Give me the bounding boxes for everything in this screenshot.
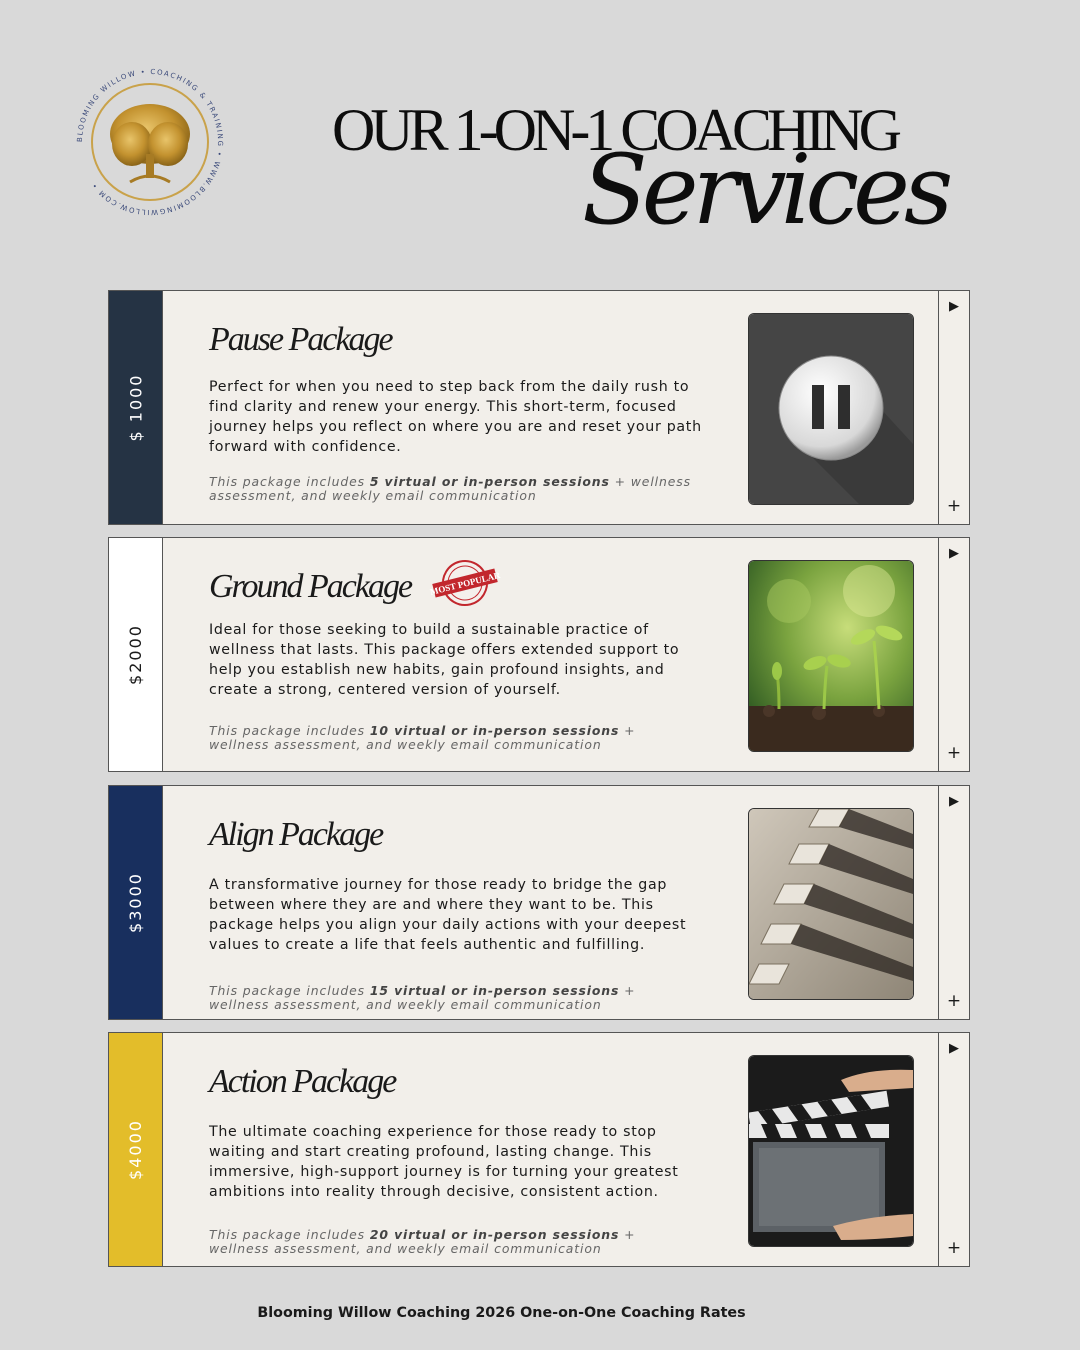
package-price: $ 1000: [126, 373, 146, 442]
page-title-script: Services: [582, 134, 948, 246]
expand-arrow-icon[interactable]: ▶: [949, 546, 959, 561]
expand-arrow-icon[interactable]: ▶: [949, 794, 959, 809]
plus-icon[interactable]: +: [946, 991, 962, 1011]
package-includes-note: This package includes 10 virtual or in-person sessions + wellness assessment, and weekly email communication: [209, 723, 636, 752]
plus-icon[interactable]: +: [946, 496, 962, 516]
package-title: Action Package: [209, 1063, 396, 1100]
card-side-controls: [938, 1033, 969, 1266]
logo-ring-text: BLOOMING WILLOW • COACHING & TRAINING • WWW.BLOOMINGWILLOW.COM •: [75, 67, 225, 217]
plus-icon[interactable]: +: [946, 743, 962, 763]
most-popular-badge: [429, 556, 501, 610]
expand-arrow-icon[interactable]: ▶: [949, 299, 959, 314]
plus-icon[interactable]: +: [946, 1238, 962, 1258]
price-bar: [109, 786, 163, 1019]
film-clapperboard-image: [748, 1055, 914, 1247]
package-description: A transformative journey for those ready to bridge the gap between where they are and where they want to be. This package helps you align your daily actions with your deepest values to create a life that feels authentic and fulfilling.: [209, 877, 687, 953]
package-includes-note: This package includes 20 virtual or in-person sessions + wellness assessment, and weekly email communication: [209, 1227, 636, 1256]
package-card-action[interactable]: [108, 1032, 970, 1267]
package-title: Align Package: [209, 816, 383, 853]
svg-text:MOST POPULAR: MOST POPULAR: [429, 569, 501, 598]
package-includes-note: This package includes 15 virtual or in-person sessions + wellness assessment, and weekly email communication: [209, 983, 636, 1012]
pause-button-icon: [748, 313, 914, 505]
price-bar: [109, 538, 163, 771]
package-price: $3000: [126, 872, 145, 933]
package-title: Ground Package: [209, 568, 412, 605]
package-price: $2000: [126, 624, 145, 685]
brand-logo: [70, 62, 230, 222]
package-price: $4000: [126, 1119, 145, 1180]
package-card-pause[interactable]: [108, 290, 970, 525]
page-title: OUR 1-ON-1 COACHING: [332, 97, 897, 163]
price-bar: [109, 291, 163, 524]
package-title: Pause Package: [209, 321, 392, 358]
package-includes-note: This package includes 5 virtual or in-person sessions + wellness assessment, and weekly email communication: [209, 474, 691, 503]
package-card-align[interactable]: [108, 785, 970, 1020]
card-side-controls: [938, 538, 969, 771]
sprouting-seedlings-image: [748, 560, 914, 752]
price-bar: [109, 1033, 163, 1266]
package-card-ground[interactable]: [108, 537, 970, 772]
expand-arrow-icon[interactable]: ▶: [949, 1041, 959, 1056]
card-side-controls: [938, 786, 969, 1019]
willow-tree-icon: [110, 104, 190, 182]
package-description: Ideal for those seeking to build a sustainable practice of wellness that lasts. This package offers extended support to help you establish new habits, gain profound insights, and create a strong, centered version of yourself.: [209, 622, 680, 698]
card-side-controls: [938, 291, 969, 524]
aligned-blocks-image: [748, 808, 914, 1000]
package-description: Perfect for when you need to step back from the daily rush to find clarity and renew your energy. This short-term, focused journey helps you reflect on where you are and reset your path forward with confidence.: [209, 379, 702, 455]
footer-caption: Blooming Willow Coaching 2026 One-on-One Coaching Rates: [257, 1305, 746, 1321]
package-description: The ultimate coaching experience for those ready to stop waiting and start creating profound, lasting change. This immersive, high-support journey is for turning your greatest ambitions into reality through decisive, consistent action.: [209, 1124, 679, 1200]
